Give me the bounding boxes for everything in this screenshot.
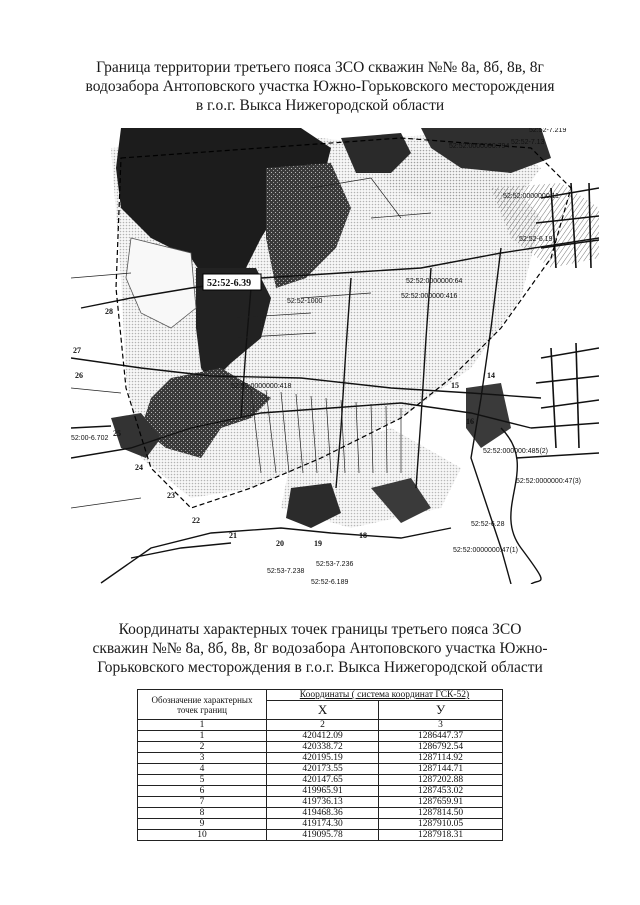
y-cell: 1287114.92 — [379, 753, 503, 764]
x-cell: 420173.55 — [267, 764, 379, 775]
point-number-25: 25 — [113, 429, 121, 438]
map-label-13: 52:52-6.189 — [311, 579, 349, 584]
table-row — [138, 775, 503, 786]
subtitle-line-3: Горьковского месторождения в г.о.г. Выкса Нижегородской области — [97, 659, 543, 676]
y-cell: 1286792.54 — [379, 742, 503, 753]
index-cell-1: 1 — [138, 720, 267, 731]
map-label-8: 52:52:0000000:418 — [231, 383, 292, 390]
x-cell: 419095.78 — [267, 830, 379, 841]
title-line-1: Граница территории третьего пояса ЗСО скважин №№ 8а, 8б, 8в, 8г — [96, 59, 544, 76]
title-line-2: водозабора Антоповского участка Южно-Горьковского месторождения — [85, 78, 555, 95]
subtitle-line-2: скважин №№ 8а, 8б, 8в, 8г водозабора Антоповского участка Южно- — [92, 640, 548, 657]
y-cell: 1286447.37 — [379, 731, 503, 742]
coordinates-heading — [70, 620, 570, 677]
header-x: X — [267, 701, 379, 720]
subtitle-line-1: Координаты характерных точек границы третьего пояса ЗСО — [118, 621, 522, 638]
point-number-27: 27 — [73, 346, 81, 355]
point-cell: 10 — [138, 830, 267, 841]
table-row — [138, 731, 503, 742]
table-row — [138, 753, 503, 764]
point-cell: 1 — [138, 731, 267, 742]
table-row — [138, 797, 503, 808]
point-number-19: 19 — [314, 539, 322, 548]
table-row — [138, 764, 503, 775]
map-label-2: 52:52:0000000:794 — [449, 143, 510, 150]
map-label-3: 52:52-7.13 — [511, 139, 545, 146]
parcel-label: 52:52-6.39 — [207, 278, 252, 289]
y-cell: 1287814.50 — [379, 808, 503, 819]
point-cell: 4 — [138, 764, 267, 775]
table-row — [138, 808, 503, 819]
point-number-22: 22 — [192, 516, 200, 525]
x-cell: 419965.91 — [267, 786, 379, 797]
point-cell: 3 — [138, 753, 267, 764]
point-number-28: 28 — [105, 307, 113, 316]
point-cell: 5 — [138, 775, 267, 786]
map-label-9: 52:00-6.702 — [71, 435, 109, 442]
point-number-14: 14 — [487, 371, 495, 380]
point-cell: 6 — [138, 786, 267, 797]
table-body — [138, 731, 503, 841]
map-label-17: 52:52:000000:485(2) — [483, 448, 548, 455]
map-label-11: 52:52:0000000:47(1) — [453, 547, 518, 554]
y-cell: 1287659.91 — [379, 797, 503, 808]
map-label-7: 52:52:0000000:64 — [406, 278, 463, 285]
y-cell: 1287910.05 — [379, 819, 503, 830]
point-number-21: 21 — [229, 531, 237, 540]
x-cell: 420147.65 — [267, 775, 379, 786]
point-number-23: 23 — [167, 491, 175, 500]
x-cell: 420195.19 — [267, 753, 379, 764]
map-label-4: 52:52:0000000:11 — [503, 193, 559, 200]
table-row — [138, 819, 503, 830]
x-cell: 419736.13 — [267, 797, 379, 808]
header-point-designation: Обозначение характерных точек границ — [138, 690, 267, 720]
x-cell: 420412.09 — [267, 731, 379, 742]
map-label-14: 52:52:0000000:47(3) — [516, 478, 581, 485]
coordinates-table — [137, 689, 503, 841]
document-title — [70, 58, 570, 115]
point-number-24: 24 — [135, 463, 143, 472]
header-y: У — [379, 701, 503, 720]
x-cell: 419174.30 — [267, 819, 379, 830]
map-label-5: 52:52-6.19 — [519, 236, 553, 243]
point-cell: 9 — [138, 819, 267, 830]
x-cell: 420338.72 — [267, 742, 379, 753]
index-cell-2: 2 — [267, 720, 379, 731]
index-cell-3: 3 — [379, 720, 503, 731]
point-number-26: 26 — [75, 371, 83, 380]
point-number-16: 16 — [466, 417, 474, 426]
map-label-10: 52:52-6.28 — [471, 521, 505, 528]
header-coordinates: Координаты ( система координат ГСК-52) — [267, 690, 503, 701]
map-label-6: 52:52:000000:416 — [401, 293, 458, 300]
map-svg — [71, 128, 599, 584]
point-cell: 2 — [138, 742, 267, 753]
point-cell: 8 — [138, 808, 267, 819]
map-label-12: 52:53-7.238 — [267, 568, 305, 575]
cadastral-map — [71, 128, 599, 584]
x-cell: 419468.36 — [267, 808, 379, 819]
y-cell: 1287202.88 — [379, 775, 503, 786]
y-cell: 1287918.31 — [379, 830, 503, 841]
y-cell: 1287453.02 — [379, 786, 503, 797]
point-number-15: 15 — [451, 381, 459, 390]
table-row — [138, 830, 503, 841]
point-number-18: 18 — [359, 531, 367, 540]
table-row — [138, 786, 503, 797]
table-row — [138, 742, 503, 753]
point-number-20: 20 — [276, 539, 284, 548]
point-cell: 7 — [138, 797, 267, 808]
map-label-15: 52:53-7.236 — [316, 561, 354, 568]
map-label-16: 52:52-1000 — [287, 298, 323, 305]
title-line-3: в г.о.г. Выкса Нижегородской области — [195, 97, 445, 114]
y-cell: 1287144.71 — [379, 764, 503, 775]
map-label-1: 52:52-7.219 — [529, 128, 567, 134]
